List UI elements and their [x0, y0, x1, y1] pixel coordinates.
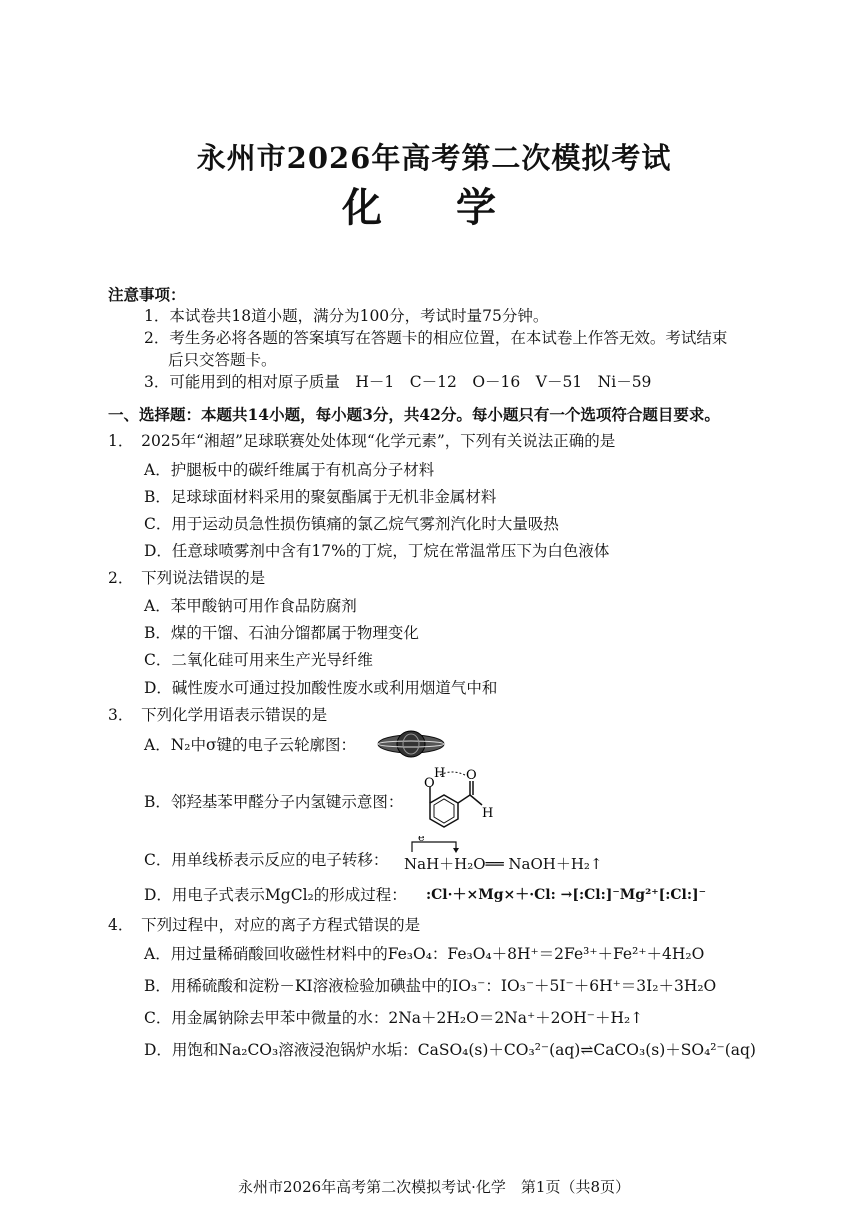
electron-transfer-arrow: [404, 836, 474, 854]
notice-item-2: 2．考生务必将各题的答案填写在答题卡的相应位置，在本试卷上作答无效。考试结束: [144, 329, 728, 347]
question-2-option-c: C．二氧化硅可用来生产光导纤维: [144, 651, 373, 669]
structure-h-left: H: [434, 766, 446, 781]
question-1-option-a: A．护腿板中的碳纤维属于有机高分子材料: [144, 461, 435, 479]
question-3-option-d: D．用电子式表示MgCl₂的形成过程：: [144, 886, 407, 904]
question-3-option-b: B．邻羟基苯甲醛分子内氢键示意图：: [144, 793, 404, 811]
question-2-option-a: A．苯甲酸钠可用作食品防腐剂: [144, 597, 357, 615]
question-1-option-c: C．用于运动员急性损伤镇痛的氯乙烷气雾剂汽化时大量吸热: [144, 515, 559, 533]
nah-water-equation: NaH＋H₂O══ NaOH＋H₂↑: [404, 855, 603, 873]
question-4-option-c: C．用金属钠除去甲苯中微量的水：2Na＋2H₂O＝2Na⁺＋2OH⁻＋H₂↑: [144, 1009, 644, 1027]
question-1-option-d: D．任意球喷雾剂中含有17%的丁烷，丁烷在常温常压下为白色液体: [144, 542, 610, 560]
electron-label: e⁻: [418, 836, 431, 844]
exam-title: 永州市2026年高考第二次模拟考试: [196, 141, 672, 175]
sigma-orbital-image: [376, 728, 446, 760]
question-3-option-a: A．N₂中σ键的电子云轮廓图：: [144, 736, 357, 754]
notice-item-3: 3．可能用到的相对原子质量 H－1 C－12 O－16 V－51 Ni－59: [144, 373, 652, 391]
question-4-option-a: A．用过量稀硝酸回收磁性材料中的Fe₃O₄：Fe₃O₄＋8H⁺＝2Fe³⁺＋Fe²⁺＋4H₂O: [144, 945, 705, 963]
question-1-stem: 1． 2025年“湘超”足球联赛处处体现“化学元素”，下列有关说法正确的是: [108, 432, 616, 450]
question-2-stem: 2． 下列说法错误的是: [108, 569, 266, 587]
question-4-stem: 4． 下列过程中，对应的离子方程式错误的是: [108, 916, 421, 934]
page-footer: 永州市2026年高考第二次模拟考试·化学 第1页（共8页）: [237, 1178, 631, 1196]
section-heading: 一、选择题：本题共14小题，每小题3分，共42分。每小题只有一个选项符合题目要求。: [108, 405, 720, 424]
notice-item-1: 1．本试卷共18道小题，满分为100分，考试时量75分钟。: [144, 307, 549, 325]
structure-h-right: H: [482, 806, 494, 821]
subject-title: 化 学: [342, 184, 526, 231]
notice-item-2-cont: 后只交答题卡。: [168, 351, 277, 369]
question-3-stem: 3． 下列化学用语表示错误的是: [108, 706, 328, 724]
question-2-option-b: B．煤的干馏、石油分馏都属于物理变化: [144, 624, 419, 642]
structure-o-right: O: [466, 768, 477, 783]
question-4-option-b: B．用稀硫酸和淀粉－KI溶液检验加碘盐中的IO₃⁻：IO₃⁻＋5I⁻＋6H⁺＝3I₂＋3H₂O: [144, 977, 717, 995]
notice-heading: 注意事项：: [108, 285, 186, 304]
question-3-option-c: C．用单线桥表示反应的电子转移：: [144, 851, 389, 869]
question-1-option-b: B．足球球面材料采用的聚氨酯属于无机非金属材料: [144, 488, 497, 506]
structure-o-left: O: [424, 776, 435, 791]
mgcl2-electron-formula: :Cl·＋×Mg×＋·Cl: →[:Cl:]⁻Mg²⁺[:Cl:]⁻: [426, 887, 707, 903]
question-4-option-d: D．用饱和Na₂CO₃溶液浸泡锅炉水垢：CaSO₄(s)＋CO₃²⁻(aq)⇌CaCO₃(s)＋SO₄²⁻(aq): [144, 1041, 756, 1059]
question-2-option-d: D．碱性废水可通过投加酸性废水或利用烟道气中和: [144, 679, 498, 697]
hydrogen-bond-structure: [410, 765, 500, 833]
